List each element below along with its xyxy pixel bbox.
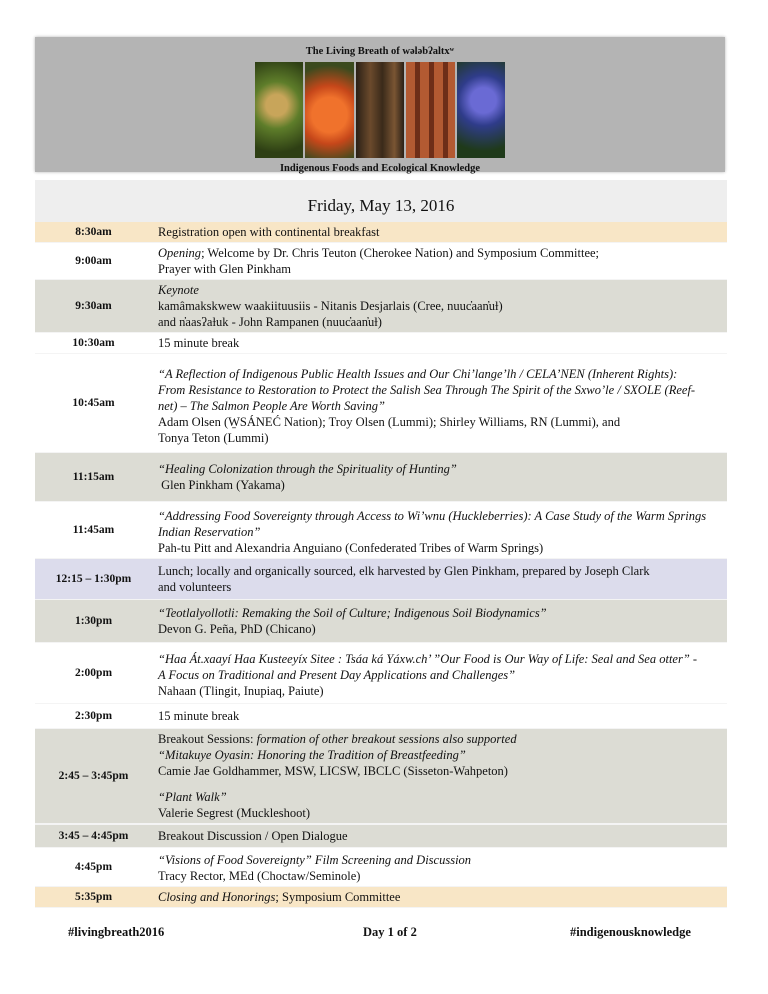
schedule-row bbox=[35, 729, 727, 824]
flower-photo bbox=[305, 62, 353, 158]
time-cell: 12:15 – 1:30pm bbox=[55, 573, 132, 585]
time-cell: 9:00am bbox=[75, 255, 112, 267]
time-cell: 11:45am bbox=[72, 524, 115, 536]
event-cell: “Visions of Food Sovereignty” Film Screening and Discussion Tracy Rector, MEd (Choctaw/Seminole) bbox=[158, 853, 472, 883]
time-cell: 11:15am bbox=[72, 471, 115, 483]
time-cell: 5:35pm bbox=[74, 891, 113, 903]
time-cell: 2:45 – 3:45pm bbox=[58, 770, 129, 782]
camas-photo bbox=[457, 62, 505, 158]
schedule-row bbox=[35, 643, 727, 704]
event-cell: Breakout Discussion / Open Dialogue bbox=[158, 829, 348, 843]
schedule-row bbox=[35, 280, 727, 333]
header-title: The Living Breath of wələbʔaltxʷ bbox=[305, 46, 455, 57]
schedule-row bbox=[35, 600, 727, 643]
event-cell: “Teotlalyollotli: Remaking the Soil of Culture; Indigenous Soil Biodynamics” Devon G. Peña, PhD (Chicano) bbox=[158, 606, 547, 636]
schedule-table bbox=[35, 180, 727, 908]
schedule-row bbox=[35, 824, 727, 848]
forest-photo bbox=[356, 62, 404, 158]
event-cell: Breakout Sessions: formation of other breakout sessions also supported “Mitakuye Oyasin: Honoring the Tradition of Breastfeeding” Camie Jae Goldhammer, MSW, LICSW, IBCLC (Sisseton-Wahpeton) “Plant Walk” Valerie Segrest (Muckleshoot) bbox=[158, 732, 517, 820]
hashtag-right: #indigenousknowledge bbox=[570, 925, 691, 939]
event-cell: 15 minute break bbox=[158, 336, 240, 350]
symposium-header bbox=[35, 37, 725, 172]
time-cell: 8:30am bbox=[75, 226, 112, 238]
schedule-row bbox=[35, 559, 727, 600]
event-cell: Registration open with continental breakfast bbox=[158, 225, 380, 239]
event-cell: Opening; Welcome by Dr. Chris Teuton (Cherokee Nation) and Symposium Committee; Prayer with Glen Pinkham bbox=[158, 246, 600, 276]
photo-strip bbox=[255, 62, 505, 158]
event-cell: Keynote kamâmakskwew waakiituusiis - Nitanis Desjarlais (Cree, nuuc̓aan̓uɫ) and n̓aasʔaɫuk - John Rampanen (nuuc̓aan̓uɫ) bbox=[158, 283, 503, 329]
day-heading: Friday, May 13, 2016 bbox=[35, 180, 727, 222]
event-cell: “A Reflection of Indigenous Public Health Issues and Our Chi’lange’lh / CELA’NEN (Inherent Rights): From Resistance to Restoration to Protect the Salish Sea Through The Spirit of the Sxwo’le / SXOLE (Reef- net) – The Salmon People Are Worth Saving” Adam Olsen (W̱SÁNEĆ Nation); Troy Olsen (Lummi); Shirley Williams, RN (Lummi), and Tonya Teton (Lummi) bbox=[158, 367, 696, 445]
event-cell: “Addressing Food Sovereignty through Access to Wi’wnu (Huckleberries): A Case Study of the Warm Springs Indian Reservation” Pah-tu Pitt and Alexandria Anguiano (Confederated Tribes of Warm Springs) bbox=[158, 509, 707, 555]
event-cell: 15 minute break bbox=[158, 709, 240, 723]
time-cell: 3:45 – 4:45pm bbox=[58, 830, 129, 842]
schedule-row bbox=[35, 354, 727, 453]
time-cell: 1:30pm bbox=[74, 615, 113, 627]
event-cell: “Haa Át.xaayí Haa Kusteeyíx Sitee : Tsáa ká Yáxw.ch’ ”Our Food is Our Way of Life: Seal and Sea otter” - A Focus on Traditional and Present Day Applications and Challenges” Nahaan (Tlingit, Inupiaq, Paiute) bbox=[158, 652, 698, 698]
schedule-row bbox=[35, 333, 727, 354]
event-cell: “Healing Colonization through the Spirituality of Hunting” Glen Pinkham (Yakama) bbox=[158, 462, 457, 492]
schedule-row bbox=[35, 453, 727, 502]
schedule-row bbox=[35, 222, 727, 243]
schedule-row bbox=[35, 704, 727, 729]
schedule-row bbox=[35, 243, 727, 280]
salmon-photo bbox=[406, 62, 454, 158]
event-cell: Lunch; locally and organically sourced, elk harvested by Glen Pinkham, prepared by Joseph Clark and volunteers bbox=[158, 564, 650, 594]
time-cell: 4:45pm bbox=[74, 861, 113, 873]
schedule-row bbox=[35, 848, 727, 887]
time-cell: 9:30am bbox=[75, 300, 112, 312]
time-cell: 2:00pm bbox=[74, 667, 113, 679]
time-cell: 10:45am bbox=[72, 397, 115, 409]
time-cell: 2:30pm bbox=[74, 710, 113, 722]
event-cell: Closing and Honorings; Symposium Committee bbox=[158, 890, 401, 904]
header-subtitle: Indigenous Foods and Ecological Knowledge bbox=[279, 163, 481, 174]
time-cell: 10:30am bbox=[72, 337, 115, 349]
fern-photo bbox=[255, 62, 303, 158]
hashtag-left: #livingbreath2016 bbox=[68, 925, 165, 939]
page-number: Day 1 of 2 bbox=[363, 925, 417, 939]
schedule-row bbox=[35, 502, 727, 559]
schedule-row bbox=[35, 887, 727, 908]
